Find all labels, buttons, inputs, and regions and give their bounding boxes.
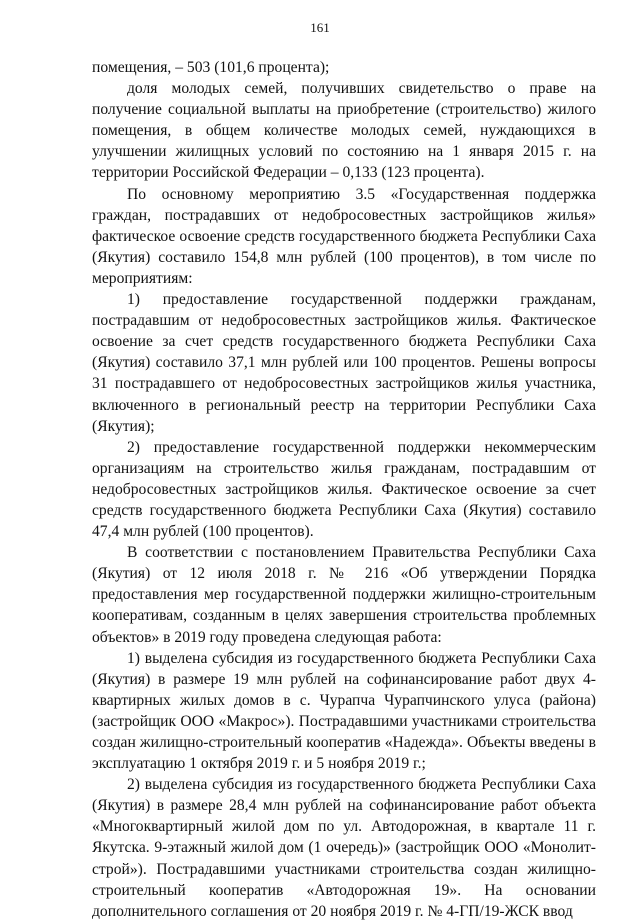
paragraph: помещения, – 503 (101,6 процента); xyxy=(92,59,330,76)
paragraph: 1) предоставление государственной поддержки гражданам, пострадавшим от недобросовестных застройщиков жилья. Фактическое освоение за счет средств государственного бюджета Республики Саха (Якутия) составило 37,1 млн рублей или 100 процентов. Решены вопросы 31 пострадавшего от недобросовестных застройщиков жилья участника, включенного в региональный реестр на территории Республики Саха (Якутия); xyxy=(92,291,596,435)
paragraph: В соответствии с постановлением Правительства Республики Саха (Якутия) от 12 июля 2018 г. № 216 «Об утверждении Порядка предоставления мер государственной поддержки жилищно-строительным кооперативам, созданным в целях завершения строительства проблемных объектов» в 2019 году проведена следующая работа: xyxy=(92,544,596,646)
page-number: 161 xyxy=(310,20,330,35)
paragraph: 2) предоставление государственной поддержки некоммерческим организациям на строительство жилья гражданам, пострадавшим от недобросовестных застройщиков жилья. Фактическое освоение за счет средств государственного бюджета Республики Саха (Якутия) составило 47,4 млн рублей (100 процентов). xyxy=(92,438,596,541)
paragraph: 1) выделена субсидия из государственного бюджета Республики Саха (Якутия) в размере 19 млн рублей на софинансирование работ двух 4-квартирных жилых домов в с. Чурапча Чурапчинского улуса (района) (застройщик ООО «Макрос»). Пострадавшими участниками строительства создан жилищно-строительный кооператив «Надежда». Объекты введены в эксплуатацию 1 октября 2019 г. и 5 ноября 2019 г.; xyxy=(92,649,596,773)
paragraph: 2) выделена субсидия из государственного бюджета Республики Саха (Якутия) в размере 28,4 млн рублей на софинансирование работ объекта «Многоквартирный жилой дом по ул. Автодорожная, в квартале 11 г. Якутска. 9-этажный жилой дом (1 очередь)» (застройщик ООО «Монолит-строй»). Пострадавшими участниками строительства создан жилищно-строительный кооператив «Автодорожная 19». На основании дополнительного соглашения от 20 ноября 2019 г. № 4-ГП/19-ЖСК ввод xyxy=(92,776,596,920)
paragraph: доля молодых семей, получивших свидетельство о праве на получение социальной выплаты на приобретение (строительство) жилого помещения, в общем количестве молодых семей, нуждающихся в улучшении жилищных условий по состоянию на 1 января 2015 г. на территории Российской Федерации – 0,133 (123 процента). xyxy=(92,80,596,182)
paragraph: По основному мероприятию 3.5 «Государственная поддержка граждан, пострадавших от недобросовестных застройщиков жилья» фактическое освоение средств государственного бюджета Республики Саха (Якутия) составило 154,8 млн рублей (100 процентов), в том числе по мероприятиям: xyxy=(92,185,596,287)
document-body xyxy=(92,57,596,922)
